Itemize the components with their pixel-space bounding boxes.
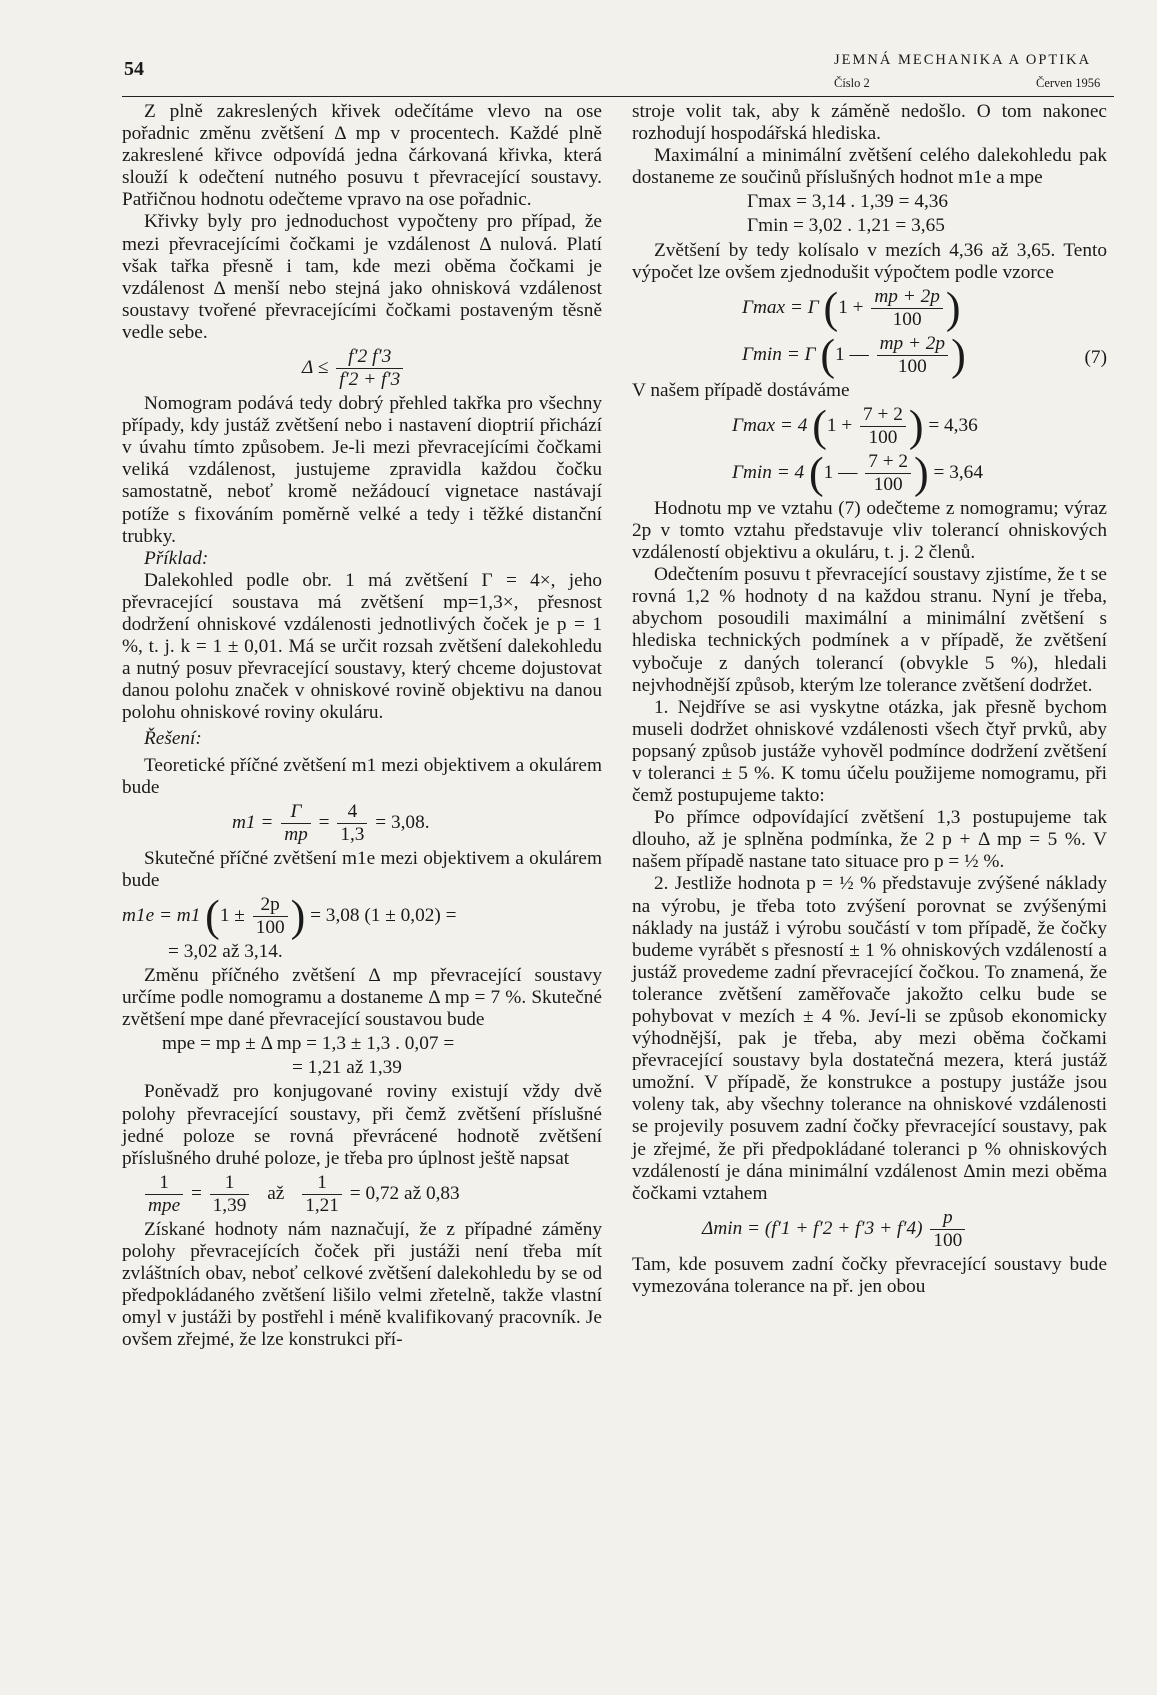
equation-number: (7) [1084, 346, 1107, 368]
equation-gamma-min-value [732, 448, 1107, 498]
numerator: mp + 2p [877, 333, 949, 356]
equation-gamma-max: Γmax = 3,14 . 1,39 = 4,36 [747, 191, 949, 213]
paragraph: Teoretické příčné zvětšení m1 mezi objektivem a okulárem bude [122, 754, 602, 798]
paren-close: ) [951, 330, 966, 380]
equation-lhs: m1e = m1 [122, 904, 201, 926]
equation-inner: 1 + [826, 414, 853, 436]
fraction [145, 1172, 183, 1217]
fraction [253, 894, 288, 939]
equation-lhs: Γmin = Γ [742, 343, 816, 365]
paragraph: Tam, kde posuvem zadní čočky převracející soustavy bude vymezována tolerance na př. jen obou [632, 1253, 1107, 1297]
equation-gamma-max-formula [742, 283, 1107, 333]
equation-lhs: Γmin = 4 [732, 461, 805, 483]
paren-open: ( [812, 401, 827, 451]
paren-close: ) [908, 401, 924, 451]
paragraph: Získané hodnoty nám naznačují, že z případné záměny polohy převracejících čoček při justáži není třeba mít zvláštních obav, neboť celkové zvětšení dalekohledu by se od předpokládaného zvětšení lišilo velmi zřetelně, takže vlastní omyl v justáži by postřehl i méně kvalifikovaný pracovník. Je ovšem zřejmé, že lze konstrukci pří- [122, 1218, 602, 1351]
fraction [281, 801, 311, 846]
paragraph: 2. Jestliže hodnota p = ½ % představuje zvýšené náklady na výrobu, je třeba toto zvýšení porovnat se zvýšenými náklady na justáž i výrobu součástí v tom případě, že čočky budeme vyrábět s přesností ± 1 % ohniskových vzdáleností a justáž provedeme zadní převracející čočkou. To znamená, že tolerance zvětšení zaměřovače jakožto celku bude se pohybovat v mezích ± 4 %. Jeví-li se způsob ekonomicky výhodnější, pak je třeba, aby mezi oběma čočkami převracející soustavy byla dostatečná mezera, která justáž umožní. V případě, že konstrukce a postupy justáže jsou voleny tak, aby všechny tolerance na ohniskové vzdálenosti se projevily posuvem zadní čočky převracející soustavy, pak je zřejmé, že při předpokládané toleranci p % ohniskových vzdáleností je dána minimální vzdálenost Δmin mezi oběma čočkami vztahem [632, 873, 1107, 1204]
denominator: f′2 + f′3 [339, 369, 401, 391]
denominator: 100 [933, 1229, 963, 1251]
fraction [877, 333, 949, 378]
equation-mpe: mpe = mp ± Δ mp = 1,3 ± 1,3 . 0,07 = [162, 1033, 455, 1055]
paragraph: Odečtením posuvu t převracející soustavy zjistíme, že t se rovná 1,2 % hodnoty d na každou stranu. Nyní je třeba, abychom posoudili maximální a minimální zvětšení s hlediska technických podmínek a v případě, že zvětšení vybočuje z daných tolerancí (obvykle 5 %), hledali nejvhodnější způsob, kterým lze tolerance zvětšení dodržet. [632, 564, 1107, 696]
paragraph: Z plně zakreslených křivek odečítáme vlevo na ose pořadnic změnu zvětšení Δ mp v procentech. Každé plně zakreslené křivce odpovídá jedna čárkovaná křivka, která slouží k odečtení nutného posuvu t převracející soustavy. Patřičnou hodnotu odečteme vpravo na ose pořadnic. [122, 101, 602, 211]
fraction [860, 404, 906, 449]
equation-delta-min [702, 1207, 1107, 1252]
example-heading: Příklad: [144, 547, 209, 569]
numerator: 7 + 2 [860, 404, 906, 427]
equation-lhs: Γmax = 4 [732, 414, 808, 436]
paragraph: 1. Nejdříve se asi vyskytne otázka, jak přesně bychom museli dodržet ohniskové vzdálenosti všech čtyř prvků, aby popsaný způsob justáže vyhověl podmínce dodržení zvětšení v toleranci ± 5 %. K tomu účelu použijeme nomogramu, při čemž postupujeme takto: [632, 696, 1107, 807]
denominator: 100 [897, 355, 927, 377]
journal-title: JEMNÁ MECHANIKA A OPTIKA [834, 52, 1092, 68]
fraction [871, 286, 943, 331]
paragraph: Hodnotu mp ve vztahu (7) odečteme z nomogramu; výraz 2p v tomto vztahu představuje vliv tolerancí ohniskových vzdáleností objektivu a okuláru, t. j. 2 členů. [632, 497, 1107, 564]
page-number: 54 [124, 58, 144, 80]
paragraph: Po přímce odpovídající zvětšení 1,3 postupujeme tak dlouho, až je splněna podmínka, že 2 p + Δ mp = 5 %. V našem případě nastane tato situace pro p = ½ %. [632, 807, 1107, 873]
denominator: 1,3 [340, 823, 365, 845]
paragraph: Změnu příčného zvětšení Δ mp převracející soustavy určíme podle nomogramu a dostaneme Δ mp = 7 %. Skutečné zvětšení mpe dané převracející soustavou bude [122, 965, 602, 1031]
numerator: Γ [281, 801, 311, 824]
numerator: 2p [253, 894, 288, 917]
equation-gamma-max-value [732, 401, 1107, 451]
denominator: 100 [892, 308, 922, 330]
equals-sign: = [190, 1182, 202, 1204]
numerator: 4 [337, 801, 367, 824]
az-word: až [267, 1182, 285, 1204]
paragraph: V našem případě dostáváme [632, 379, 850, 401]
paren-close: ) [945, 283, 961, 333]
issue-number: Číslo 2 [834, 76, 870, 90]
fraction [336, 346, 403, 391]
numerator: f′2 f′3 [336, 346, 403, 369]
fraction [930, 1207, 965, 1252]
numerator: 1 [145, 1172, 183, 1195]
equation-gamma-min: Γmin = 3,02 . 1,21 = 3,65 [747, 215, 945, 237]
paren-close: ) [914, 448, 929, 498]
denominator: 1,39 [212, 1194, 247, 1216]
numerator: 1 [302, 1172, 342, 1195]
fraction [865, 451, 911, 496]
denominator: 100 [873, 473, 903, 495]
equals-sign: = [318, 811, 330, 833]
numerator: 1 [210, 1172, 250, 1195]
equation-rhs: = 3,08 (1 ± 0,02) = [310, 904, 457, 926]
paragraph: Poněvadž pro konjugované roviny existují vždy dvě polohy převracející soustavy, při čemž zvětšení příslušné jedné poloze se rovná převrácené hodnotě zvětšení příslušného druhé poloze, je třeba pro úplnost ještě napsat [122, 1081, 602, 1169]
fraction [337, 801, 367, 846]
paragraph: Skutečné příčné zvětšení m1e mezi objektivem a okulárem bude [122, 847, 602, 891]
left-column [122, 101, 602, 1351]
issue-date: Červen 1956 [1036, 76, 1101, 90]
numerator: 7 + 2 [865, 451, 911, 474]
equation-rhs: = 4,36 [928, 414, 978, 436]
equation-inner: 1 — [835, 343, 869, 365]
paragraph: Maximální a minimální zvětšení celého dalekohledu pak dostaneme ze součinů příslušných hodnot m1e a mpe [632, 145, 1107, 189]
equation-lhs: m1 = [232, 811, 274, 833]
equation-m1e [122, 891, 602, 941]
equation-lhs: Γmax = Γ [742, 296, 819, 318]
paren-open: ( [205, 891, 220, 941]
solution-heading: Řešení: [144, 728, 202, 750]
equation-inner: 1 — [823, 461, 858, 483]
header-rule [122, 96, 1114, 97]
fraction [302, 1172, 342, 1217]
equation-lhs: Δ ≤ [302, 356, 329, 378]
paren-open: ( [823, 283, 839, 333]
paren-open: ( [809, 448, 824, 498]
denominator: 100 [255, 916, 285, 938]
paragraph: Křivky byly pro jednoduchost vypočteny pro případ, že mezi převracejícími čočkami je vzdálenost Δ nulová. Platí však tařka přesně i tam, kde mezi oběma čočkami je vzdálenost Δ menší nebo stejná jako ohnisková vzdálenost soustavy tvořené převracejícími čočkami postaveným těsně vedle sebe. [122, 211, 602, 343]
equation-gamma-min-formula [742, 330, 1107, 380]
equation-rhs: = 3,08. [375, 811, 430, 833]
denominator: 1,21 [305, 1194, 339, 1216]
paragraph: Zvětšení by tedy kolísalo v mezích 4,36 až 3,65. Tento výpočet lze ovšem zjednodušit výpočtem podle vzorce [632, 239, 1107, 283]
numerator: p [930, 1207, 965, 1230]
fraction [210, 1172, 250, 1217]
equation-reciprocal [142, 1172, 602, 1217]
denominator: mp [284, 823, 308, 845]
equation-mpe-result: = 1,21 až 1,39 [292, 1057, 402, 1079]
equation-m1 [232, 801, 602, 846]
paragraph: stroje volit tak, aby k záměně nedošlo. O tom nakonec rozhodují hospodářská hlediska. [632, 101, 1107, 145]
paren-open: ( [820, 330, 835, 380]
equation-delta [302, 346, 602, 391]
right-column [632, 101, 1107, 1298]
denominator: mpe [148, 1194, 181, 1216]
numerator: mp + 2p [871, 286, 943, 309]
equation-m1e-result: = 3,02 až 3,14. [168, 940, 283, 962]
denominator: 100 [868, 426, 898, 448]
equation-rhs: = 3,64 [933, 461, 983, 483]
equation-lhs: Δmin = (f′1 + f′2 + f′3 + f′4) [702, 1217, 923, 1239]
equation-inner: 1 + [838, 296, 864, 318]
paragraph: Dalekohled podle obr. 1 má zvětšení Γ = 4×, jeho převracející soustava má zvětšení mp=1,3×, přesnost dodržení ohniskové vzdálenosti jednotlivých čoček je p = 1 %, t. j. k = 1 ± 0,01. Má se určit rozsah zvětšení dalekohledu a nutný posuv převracející soustavy, který chceme dojustovat danou polohu značek v ohniskové rovině objektivu na danou polohu ohniskové roviny okuláru. [122, 569, 602, 724]
equation-rhs: = 0,72 až 0,83 [349, 1182, 460, 1204]
paren-close: ) [290, 891, 306, 941]
paragraph: Nomogram podává tedy dobrý přehled takřka pro všechny případy, kdy justáž zvětšení nebo i nastavení dioptrií přichází v úvahu tímto způsobem. Je-li mezi převracejícími čočkami veliká vzdálenost, justujeme zpravidla každou čočku samostatně, neboť kromě nežádoucí vignetace nastávají potíže s fixováním poměrně velké a tedy i těžké distanční trubky. [122, 393, 602, 547]
equation-inner: 1 ± [219, 904, 245, 926]
